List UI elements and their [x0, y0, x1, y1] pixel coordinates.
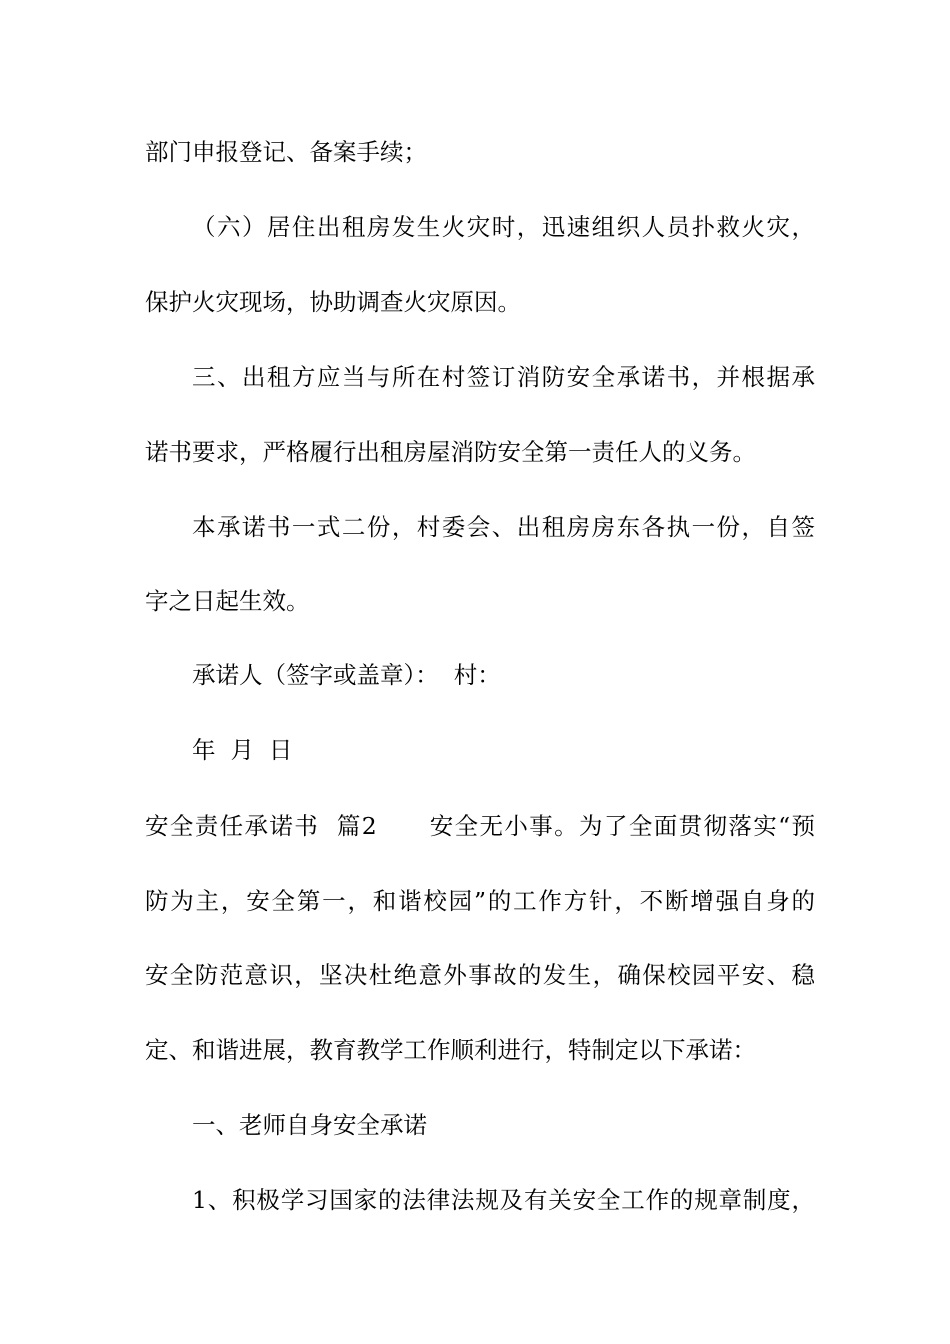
- text-line-13: 定、和谐进展，教育教学工作顺利进行，特制定以下承诺：: [145, 1036, 756, 1064]
- text-line-12: 安全防范意识，坚决杜绝意外事故的发生，确保校园平安、稳: [145, 961, 815, 989]
- subheading-line: 一、老师自身安全承诺: [192, 1111, 427, 1139]
- signature-line: 承诺人（签字或盖章）： 村：: [192, 661, 501, 689]
- date-line: 年 月 日: [192, 736, 293, 764]
- text-line-7: 字之日起生效。: [145, 587, 310, 615]
- section-heading-line: 安全责任承诺书 篇2 安全无小事。为了全面贯彻落实“预: [145, 812, 815, 840]
- text-line-3: 保护火灾现场，协助调查火灾原因。: [145, 288, 521, 316]
- text-line-15: 1、积极学习国家的法律法规及有关安全工作的规章制度，: [192, 1186, 815, 1214]
- text-line-2: （六）居住出租房发生火灾时，迅速组织人员扑救火灾，: [192, 213, 815, 241]
- text-line-5: 诺书要求，严格履行出租房屋消防安全第一责任人的义务。: [145, 438, 756, 466]
- text-line-6: 本承诺书一式二份，村委会、出租房房东各执一份，自签: [192, 513, 815, 541]
- text-line-11: 防为主，安全第一，和谐校园”的工作方针，不断增强自身的: [145, 887, 815, 915]
- text-line-1: 部门申报登记、备案手续；: [145, 138, 427, 166]
- text-line-4: 三、出租方应当与所在村签订消防安全承诺书，并根据承: [192, 363, 815, 391]
